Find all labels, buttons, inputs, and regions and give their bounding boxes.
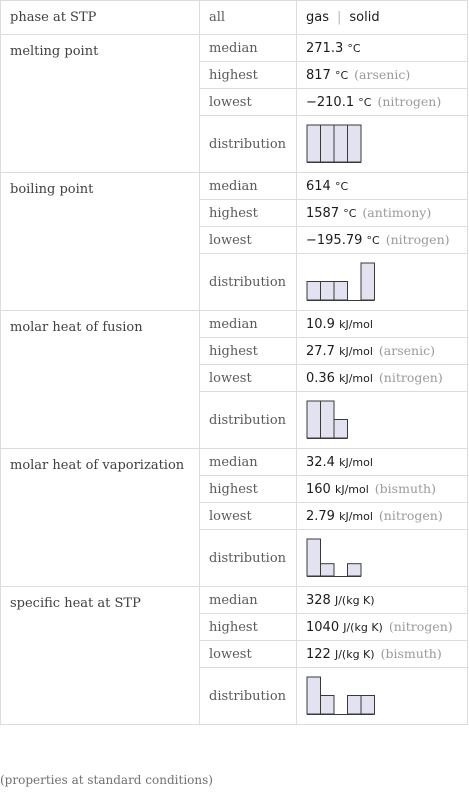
stat-note: (bismuth) — [374, 481, 436, 496]
distribution-histogram — [306, 538, 386, 580]
histogram-bar — [307, 677, 321, 714]
histogram-bar — [348, 564, 362, 576]
distribution-histogram — [306, 400, 386, 442]
phase-option-gas[interactable]: gas — [306, 10, 329, 25]
stat-value-cell — [297, 35, 468, 62]
stat-unit: J/(kg K) — [334, 648, 375, 661]
histogram-bar — [321, 282, 335, 301]
histogram-bar — [307, 125, 321, 162]
stat-label: highest — [200, 614, 297, 641]
property-row — [1, 173, 468, 200]
phase-option-solid[interactable]: solid — [349, 10, 380, 25]
histogram-bar — [321, 564, 335, 576]
stat-value: 27.7 — [306, 344, 335, 359]
stat-note: (nitrogen) — [378, 370, 443, 385]
histogram-bar — [334, 125, 348, 162]
stat-label: lowest — [200, 503, 297, 530]
stat-value: 2.79 — [306, 509, 335, 524]
stat-label: highest — [200, 62, 297, 89]
stat-note: (bismuth) — [380, 646, 442, 661]
histogram-bar — [348, 125, 362, 162]
stat-value: 122 — [306, 647, 331, 662]
property-row — [1, 449, 468, 476]
stat-note: (antimony) — [362, 205, 432, 220]
histogram-bar — [334, 420, 348, 439]
stat-label: highest — [200, 476, 297, 503]
stat-value: 271.3 — [306, 40, 344, 56]
stat-label: lowest — [200, 365, 297, 392]
distribution-cell — [297, 392, 468, 449]
distribution-label: distribution — [200, 254, 297, 311]
stat-label: median — [200, 311, 297, 338]
stat-value: 1587 — [306, 206, 340, 221]
phase-option-group — [297, 1, 468, 35]
stat-value-cell — [297, 311, 468, 338]
distribution-label: distribution — [200, 392, 297, 449]
stat-unit: kJ/mol — [339, 510, 373, 523]
stat-note: (arsenic) — [354, 67, 411, 82]
stat-value: 614 — [306, 178, 331, 194]
histogram-bar — [321, 125, 335, 162]
stat-unit: °C — [347, 41, 361, 55]
stat-value-cell — [297, 449, 468, 476]
histogram-bar — [348, 696, 362, 715]
property-name: molar heat of fusion — [1, 311, 200, 449]
stat-label: highest — [200, 200, 297, 227]
distribution-histogram — [306, 124, 386, 166]
stat-unit: °C — [366, 234, 380, 247]
distribution-histogram — [306, 676, 386, 718]
property-name: melting point — [1, 35, 200, 173]
stat-note: (nitrogen) — [377, 94, 442, 109]
distribution-histogram — [306, 262, 386, 304]
distribution-cell — [297, 668, 468, 725]
stat-value-cell — [297, 62, 468, 89]
property-row — [1, 587, 468, 614]
stat-value-cell — [297, 365, 468, 392]
stat-label: highest — [200, 338, 297, 365]
stat-value: 328 — [306, 592, 331, 608]
histogram-bar — [307, 401, 321, 438]
stat-value-cell — [297, 173, 468, 200]
histogram-bar — [321, 401, 335, 438]
stat-label: median — [200, 449, 297, 476]
stat-value-cell — [297, 89, 468, 116]
stat-value-cell — [297, 200, 468, 227]
phase-label: phase at STP — [1, 1, 200, 35]
distribution-label: distribution — [200, 530, 297, 587]
stat-label: lowest — [200, 641, 297, 668]
stat-unit: kJ/mol — [339, 455, 373, 469]
stat-unit: °C — [343, 207, 357, 220]
stat-unit: kJ/mol — [339, 345, 373, 358]
stat-unit: J/(kg K) — [334, 593, 375, 607]
phase-option-all[interactable]: all — [200, 1, 297, 35]
histogram-bar — [361, 696, 375, 715]
histogram-bar — [307, 282, 321, 301]
stat-value: 32.4 — [306, 454, 335, 470]
stat-value-cell — [297, 614, 468, 641]
distribution-label: distribution — [200, 668, 297, 725]
stat-label: median — [200, 173, 297, 200]
stat-value: 160 — [306, 482, 331, 497]
distribution-cell — [297, 116, 468, 173]
stat-label: median — [200, 35, 297, 62]
phase-separator: | — [337, 10, 342, 25]
stat-value-cell — [297, 503, 468, 530]
stat-unit: kJ/mol — [334, 483, 369, 496]
stat-label: lowest — [200, 89, 297, 116]
stat-note: (nitrogen) — [385, 232, 450, 247]
distribution-cell — [297, 254, 468, 311]
histogram-bar — [334, 282, 348, 301]
property-name: molar heat of vaporization — [1, 449, 200, 587]
stat-note: (nitrogen) — [388, 619, 453, 634]
stat-unit: °C — [334, 69, 349, 82]
property-row — [1, 35, 468, 62]
property-name: boiling point — [1, 173, 200, 311]
stat-value: 10.9 — [306, 316, 335, 332]
stat-value-cell — [297, 227, 468, 254]
distribution-label: distribution — [200, 116, 297, 173]
stat-unit: kJ/mol — [339, 317, 373, 331]
stat-value: 0.36 — [306, 371, 335, 386]
stat-label: median — [200, 587, 297, 614]
histogram-bar — [307, 539, 321, 576]
distribution-cell — [297, 530, 468, 587]
stat-unit: °C — [358, 96, 372, 109]
stat-unit: J/(kg K) — [343, 621, 383, 634]
histogram-bar — [321, 696, 335, 715]
histogram-bar — [361, 263, 375, 300]
stat-label: lowest — [200, 227, 297, 254]
stat-note: (nitrogen) — [378, 508, 443, 523]
stat-value: −210.1 — [306, 95, 355, 110]
stat-value-cell — [297, 587, 468, 614]
stat-unit: °C — [334, 179, 349, 193]
stat-value: −195.79 — [306, 233, 363, 248]
stat-value-cell — [297, 641, 468, 668]
stat-value-cell — [297, 338, 468, 365]
property-row — [1, 311, 468, 338]
footer-note: (properties at standard conditions) — [0, 773, 213, 787]
header-row — [1, 1, 468, 35]
stat-value: 1040 — [306, 620, 340, 635]
stat-value: 817 — [306, 68, 331, 83]
stat-value-cell — [297, 476, 468, 503]
stat-unit: kJ/mol — [339, 372, 373, 385]
stat-note: (arsenic) — [378, 343, 435, 358]
property-name: specific heat at STP — [1, 587, 200, 725]
